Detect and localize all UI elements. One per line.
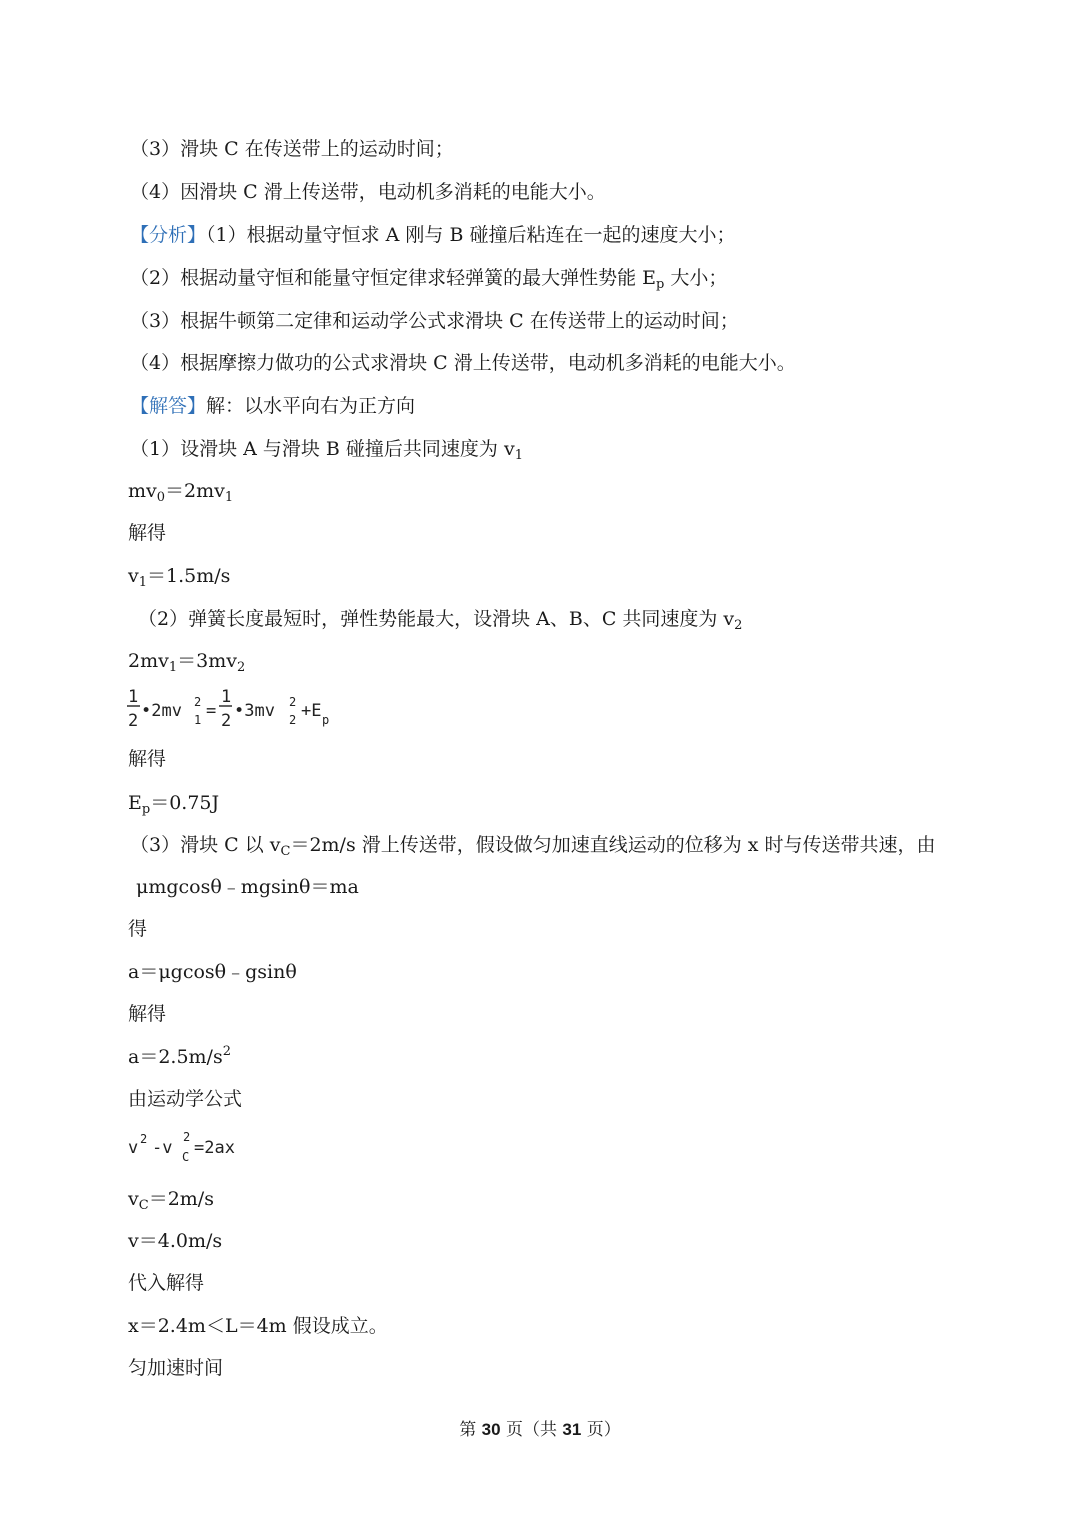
svg-text:2: 2 <box>194 695 202 709</box>
acceleration-result: $a=2.5m/s^2$ <box>128 1044 231 1068</box>
energy-conservation-formula <box>126 684 356 734</box>
svg-text:1: 1 <box>194 713 202 727</box>
answer-intro: 【解答】解：以水平向右为正方向 <box>130 395 416 417</box>
x-result: x＝2.4m＜L＝4m 假设成立。 <box>128 1315 388 1337</box>
kinematics-label: 由运动学公式 <box>128 1088 243 1110</box>
svg-text:2: 2 <box>140 1132 148 1146</box>
svg-text:2: 2 <box>289 695 297 709</box>
svg-text:2: 2 <box>128 711 139 731</box>
svg-text:2: 2 <box>289 713 297 727</box>
analysis-line-3: （3）根据牛顿第二定律和运动学公式求滑块 C 在传送带上的运动时间； <box>130 310 739 332</box>
svg-text:1: 1 <box>221 687 232 707</box>
svg-text:2: 2 <box>221 711 232 731</box>
analysis-line-1: 【分析】（1）根据动量守恒求 A 刚与 B 碰撞后粘连在一起的速度大小； <box>130 224 736 246</box>
momentum-equation-1: $mv_0=2mv_1$ <box>128 480 234 505</box>
svg-text:•2mv: •2mv <box>141 701 182 721</box>
analysis-line-4: （4）根据摩擦力做功的公式求滑块 C 滑上传送带，电动机多消耗的电能大小。 <box>130 352 796 374</box>
acceleration-expression: a＝μgcosθ﹣gsinθ <box>128 961 297 983</box>
svg-text:•3mv: •3mv <box>234 701 275 721</box>
step-3-setup: （3）滑块 C 以 $v_C=2m/s$ 滑上传送带，假设做匀加速直线运动的位移为 x 时与传送带共速，由 <box>130 834 936 859</box>
uniform-acceleration-time-label: 匀加速时间 <box>128 1357 224 1379</box>
analysis-line-2: （2）根据动量守恒和能量守恒定律求轻弹簧的最大弹性势能 $E_p$ 大小； <box>130 267 728 292</box>
svg-text:v: v <box>128 1138 139 1158</box>
total-pages: 31 <box>562 1420 582 1439</box>
question-3: （3）滑块 C 在传送带上的运动时间； <box>130 138 454 160</box>
kinematics-formula <box>126 1126 276 1166</box>
v1-result: $v_1=1.5m/s$ <box>128 565 231 590</box>
momentum-equation-2: $2mv_1=3mv_2$ <box>128 650 246 675</box>
svg-text:-v: -v <box>152 1138 173 1158</box>
substitute-label: 代入解得 <box>128 1272 205 1294</box>
svg-text:C: C <box>182 1150 190 1164</box>
vc-value: $v_C=2m/s$ <box>128 1188 214 1213</box>
ep-result: $E_p=0.75J$ <box>128 792 220 817</box>
question-4: （4）因滑块 C 滑上传送带，电动机多消耗的电能大小。 <box>130 181 606 203</box>
step-2-setup: （2）弹簧长度最短时，弹性势能最大，设滑块 A、B、C 共同速度为 $v_2$ <box>138 608 743 633</box>
newton-equation: μmgcosθ﹣mgsinθ＝ma <box>136 876 359 898</box>
analysis-tag: 【分析】 <box>130 224 207 246</box>
svg-text:=: = <box>206 701 217 721</box>
page-footer: 第 30 页（共 31 页） <box>459 1420 621 1440</box>
answer-tag: 【解答】 <box>130 395 207 417</box>
svg-text:1: 1 <box>128 687 139 707</box>
solve-label-3: 解得 <box>128 1003 167 1025</box>
obtain-label: 得 <box>128 918 148 940</box>
svg-text:=2ax: =2ax <box>194 1138 235 1158</box>
svg-text:2: 2 <box>183 1130 191 1144</box>
current-page-number: 30 <box>481 1420 501 1439</box>
solve-label-2: 解得 <box>128 748 167 770</box>
v-value: v＝4.0m/s <box>128 1230 223 1252</box>
step-1-setup: （1）设滑块 A 与滑块 B 碰撞后共同速度为 $v_1$ <box>130 438 523 463</box>
svg-text:p: p <box>322 713 330 727</box>
solve-label-1: 解得 <box>128 522 167 544</box>
svg-text:+E: +E <box>301 701 322 721</box>
